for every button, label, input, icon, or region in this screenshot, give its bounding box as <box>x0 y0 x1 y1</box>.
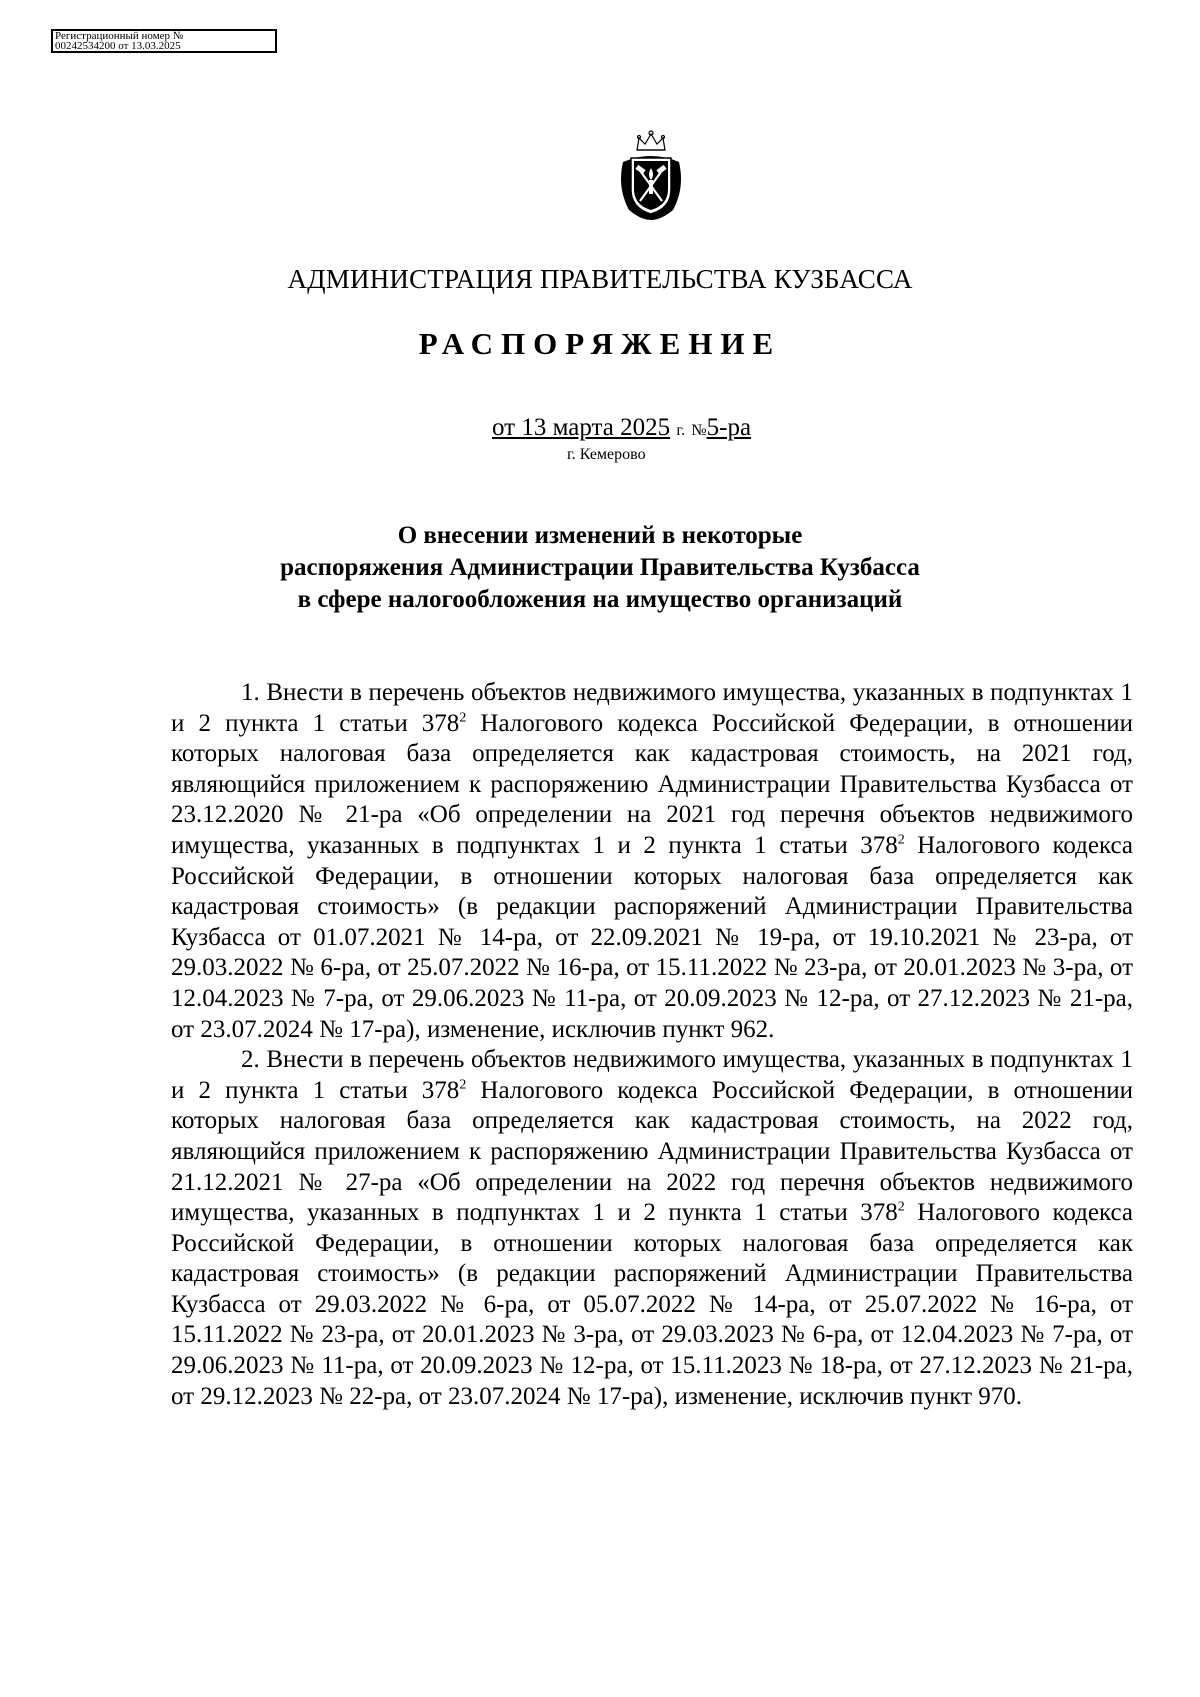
paragraph-2-part-2: Налогового кодекса Российской Федерации, в отношении которых налоговая база определяется как кадастровая стоимость, на 2022 год, являющийся приложением к распоряжению Администрации Правительства Кузбасса от 21.12.2021 № 27-ра «Об определении на 2022 год перечня объектов недвижимого имущества, указанных в подпунктах 1 и 2 пункта 1 статьи 378 <box>171 1076 1133 1227</box>
kuzbass-coat-of-arms-icon <box>613 128 689 222</box>
paragraph-1-superscript-1: 2 <box>459 710 467 726</box>
document-body <box>171 678 1133 1412</box>
organization-name: АДМИНИСТРАЦИЯ ПРАВИТЕЛЬСТВА КУЗБАССА <box>287 264 913 294</box>
registration-line-1: Регистрационный номер № <box>55 30 184 42</box>
paragraph-2-superscript-1: 2 <box>459 1077 467 1093</box>
paragraph-2 <box>171 1045 1133 1412</box>
number-sign: № <box>691 422 707 439</box>
year-suffix: г. <box>676 422 686 439</box>
document-number: 5-ра <box>706 414 752 441</box>
paragraph-2-part-1: 2. Внести в перечень объектов недвижимого имущества, указанных в подпунктах 1 и 2 пункта 1 статьи 378 <box>171 1046 1133 1104</box>
registration-stamp <box>51 29 277 53</box>
registration-line-2: 00242534200 от 13.03.2025 <box>55 40 181 52</box>
document-city: г. Кемерово <box>567 446 646 463</box>
paragraph-2-superscript-2: 2 <box>897 1199 905 1215</box>
paragraph-1-part-2: Налогового кодекса Российской Федерации, в отношении которых налоговая база определяется как кадастровая стоимость, на 2021 год, являющийся приложением к распоряжению Администрации Правительства Кузбасса от 23.12.2020 № 21-ра «Об определении на 2021 год перечня объектов недвижимого имущества, указанных в подпунктах 1 и 2 пункта 1 статьи 378 <box>171 709 1133 859</box>
title-line-3: в сфере налогообложения на имущество организаций <box>297 586 903 613</box>
paragraph-2-part-3: Налогового кодекса Российской Федерации, в отношении которых налоговая база определяется как кадастровая стоимость» (в редакции распоряжений Администрации Правительства Кузбасса от 29.03.2022 № 6-ра, от 05.07.2022 № 14-ра, от 25.07.2022 № 16-ра, от 15.11.2022 № 23-ра, от 20.01.2023 № 3-ра, от 29.03.2023 № 6-ра, от 12.04.2023 № 7-ра, от 29.06.2023 № 11-ра, от 20.09.2023 № 12-ра, от 15.11.2023 № 18-ра, от 27.12.2023 № 21-ра, от 29.12.2023 № 22-ра, от 23.07.2024 № 17-ра), изменение, исключив пункт 970. <box>171 1199 1133 1410</box>
paragraph-1-part-1: 1. Внести в перечень объектов недвижимого имущества, указанных в подпунктах 1 и 2 пункта 1 статьи 378 <box>171 679 1133 737</box>
paragraph-1-superscript-2: 2 <box>897 832 905 848</box>
document-title <box>0 520 1200 616</box>
document-date-line <box>492 414 751 442</box>
title-line-1: О внесении изменений в некоторые <box>397 522 803 549</box>
paragraph-1-part-3: Налогового кодекса Российской Федерации, в отношении которых налоговая база определяется как кадастровая стоимость» (в редакции распоряжений Администрации Правительства Кузбасса от 01.07.2021 № 14-ра, от 22.09.2021 № 19-ра, от 19.10.2021 № 23-ра, от 29.03.2022 № 6-ра, от 25.07.2022 № 16-ра, от 15.11.2022 № 23-ра, от 20.01.2023 № 3-ра, от 12.04.2023 № 7-ра, от 29.06.2023 № 11-ра, от 20.09.2023 № 12-ра, от 27.12.2023 № 21-ра, от 23.07.2024 № 17-ра), изменение, исключив пункт 962. <box>171 831 1133 1043</box>
document-type: РАСПОРЯЖЕНИЕ <box>418 326 782 361</box>
title-line-2: распоряжения Администрации Правительства Кузбасса <box>280 554 920 581</box>
paragraph-1 <box>171 678 1133 1045</box>
document-date: от 13 марта 2025 <box>492 414 671 441</box>
